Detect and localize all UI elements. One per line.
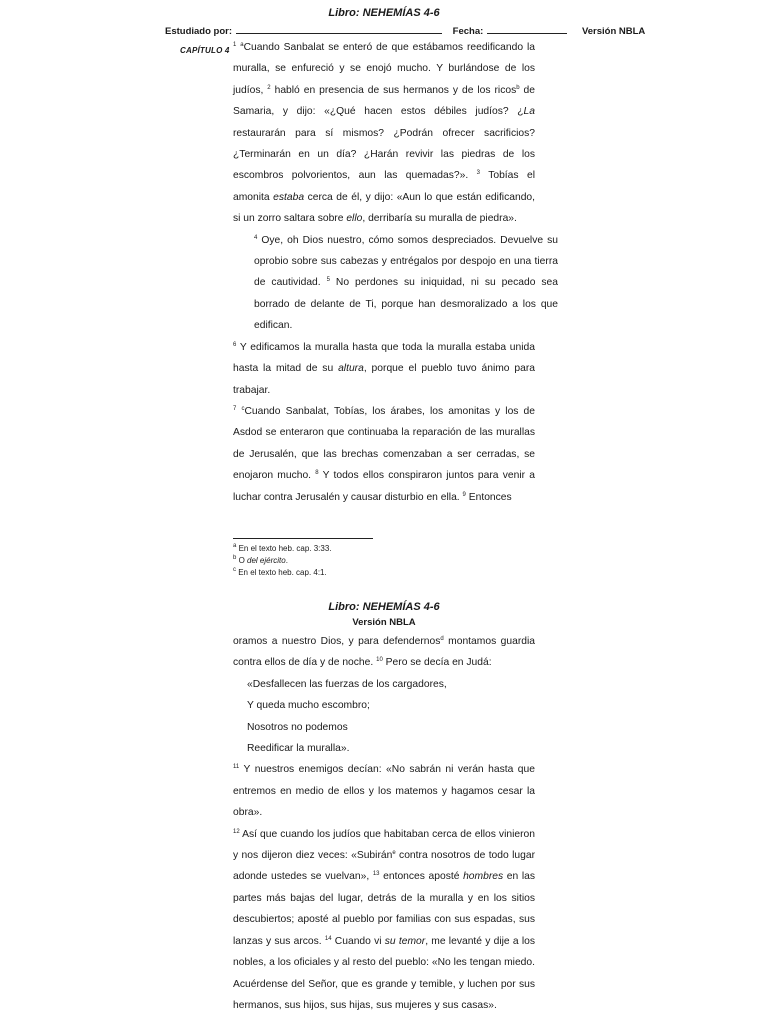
verse-number: 6 (233, 341, 237, 348)
footnote-a: $^a$ En el texto heb. cap. 3:33. (233, 543, 332, 553)
footnote-c: $^c$ En el texto heb. cap. 4:1. (233, 567, 327, 577)
verse-number: 4 (254, 234, 258, 241)
poem-line: Y queda mucho escombro; (247, 700, 370, 712)
paragraph-v12-14: $^{12}$ Así que cuando los judíos que habitaban cerca de ellos vinieron y nos dijeron diez veces: «Subirán$^e$ contra nosotros de todo lugar adonde ustedes se vuelvan», $^{13}$ entonces aposté hombres en las partes más bajas del lugar, detrás de la muralla y en los sitios descubiertos; aposté al pueblo por familias con sus espadas, sus lanzas y sus arcos. $^{14}$ Cuando vi su temor, me levanté y dije a los nobles, a los oficiales y al resto del pueblo: «No les tengan miedo. Acuérdense del Señor, que es grande y temible, y luchen por sus hermanos, sus hijos, sus hijas, sus mujeres y sus casas». (233, 828, 535, 1011)
verse-number: 14 (324, 935, 332, 942)
verse-number: 2 (267, 84, 271, 91)
page1-body (233, 37, 558, 508)
footnote-marker[interactable]: d (440, 636, 444, 642)
prayer-paragraph-v4-5: $^4$ Oye, oh Dios nuestro, cómo somos despreciados. Devuelve su oprobio sobre sus cabezas y entrégalos por despojo en una tierra de cautividad. $^5$ No perdones su iniquidad, ni su pecado sea borrado de delante de Ti, porque han desmoralizado a los que edifican. (254, 234, 558, 332)
date-label: Fecha: (452, 26, 484, 37)
verse-number: 1 (233, 42, 237, 48)
footnote-b: $^b$ O del ejército. (233, 555, 288, 565)
poem-line: «Desfallecen las fuerzas de los cargadores, (247, 678, 447, 690)
study-meta-line (165, 24, 646, 37)
verse-number: 13 (372, 871, 380, 878)
verse-number: 7 (233, 405, 237, 412)
footnote-marker[interactable]: b (516, 84, 520, 91)
paragraph-v7-9: $^7$ $^c$Cuando Sanbalat, Tobías, los árabes, los amonitas y los de Asdod se enteraron que continuaba la reparación de las murallas de Jerusalén, que las brechas comenzaban a ser cerradas, se enojaron mucho. $^8$ Y todos ellos conspiraron juntos para venir a luchar contra Jerusalén y causar disturbio en ella. $^9$ Entonces (233, 405, 535, 503)
studied-by-field[interactable] (236, 24, 442, 34)
footnote-marker[interactable]: c (241, 405, 245, 412)
chapter-label: CAPÍTULO 4 (180, 46, 230, 55)
paragraph-v1-3: $^1$ $^a$Cuando Sanbalat se enteró de que estábamos reedificando la muralla, se enfureció y se enojó mucho. Y burlándose de los judíos, $^2$ habló en presencia de sus hermanos y de los ricos$^b$ de Samaria, y dijo: «¿Qué hacen estos débiles judíos? ¿La restaurarán para sí mismos? ¿Podrán ofrecer sacrificios? ¿Terminarán en un día? ¿Harán revivir las piedras de los escombros polvorientos, aun las quemadas?». $^3$ Tobías el amonita estaba cerca de él, y dijo: «Aun lo que están edificando, si un zorro saltara sobre ello, derribaría su muralla de piedra». (233, 42, 536, 225)
studied-by-label: Estudiado por: (165, 26, 233, 37)
verse-number: 10 (376, 657, 383, 664)
verse-number: 11 (233, 764, 240, 771)
paragraph-v6: $^6$ Y edificamos la muralla hasta que toda la muralla estaba unida hasta la mitad de su altura, porque el pueblo tuvo ánimo para trabajar. (233, 341, 536, 396)
page2-body (233, 631, 535, 1016)
verse-number: 5 (326, 277, 330, 284)
page2-version: Versión NBLA (352, 617, 416, 628)
footnotes (233, 543, 332, 579)
verse-number: 12 (233, 828, 240, 835)
verse-number: 3 (476, 170, 480, 177)
version-label: Versión NBLA (581, 26, 646, 37)
paragraph-v11: $^{11}$ Y nuestros enemigos decían: «No sabrán ni verán hasta que entremos en medio de ellos y los matemos y hagamos cesar la obra». (233, 764, 535, 819)
poem-block (233, 674, 535, 760)
poem-line: Nosotros no podemos (247, 721, 348, 733)
page2-title: Libro: NEHEMÍAS 4-6 (328, 601, 440, 613)
page-title: Libro: NEHEMÍAS 4-6 (328, 7, 440, 19)
footnote-divider (233, 538, 373, 539)
verse-number: 9 (462, 491, 466, 498)
poem-line: Reedificar la muralla». (247, 743, 350, 755)
date-field[interactable] (487, 24, 567, 34)
verse-number: 8 (315, 470, 319, 477)
paragraph-v9-10: oramos a nuestro Dios, y para defendernos$^d$ montamos guardia contra ellos de día y de noche. $^{10}$ Pero se decía en Judá: (233, 636, 535, 669)
footnote-marker[interactable]: e (392, 850, 396, 857)
footnote-marker[interactable]: a (240, 42, 244, 48)
